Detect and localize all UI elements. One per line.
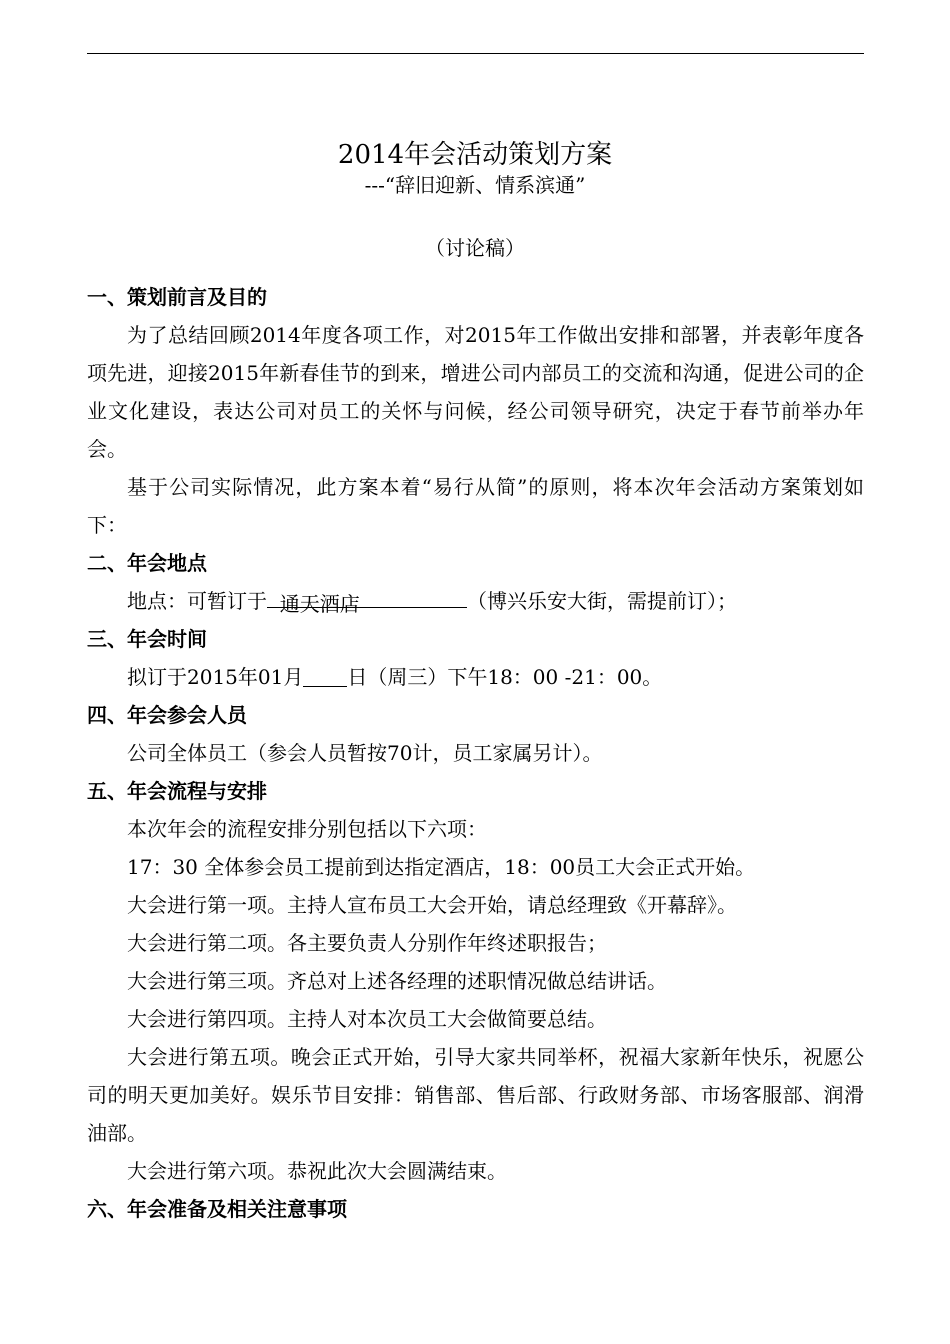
section-heading-venue: 二、年会地点 bbox=[87, 551, 207, 575]
time-suffix: 日（周三）下午18：00 -21：00。 bbox=[347, 665, 663, 689]
paragraph-principle: 基于公司实际情况，此方案本着“易行从简”的原则，将本次年会活动方案策划如下： bbox=[87, 475, 864, 537]
venue-line bbox=[87, 582, 864, 620]
section-heading-time: 三、年会时间 bbox=[87, 627, 207, 651]
paragraph-purpose: 为了总结回顾2014年度各项工作，对2015年工作做出安排和部署，并表彰年度各项先进，迎接2015年新春佳节的到来，增进公司内部员工的交流和沟通，促进公司的企业文化建设，表达公司对员工的关怀与问候，经公司领导研究，决定于春节前举办年会。 bbox=[87, 323, 864, 461]
agenda-item: 本次年会的流程安排分别包括以下六项： bbox=[127, 817, 487, 841]
draft-label: （讨论稿） bbox=[425, 236, 525, 260]
agenda-item: 大会进行第四项。主持人对本次员工大会做简要总结。 bbox=[127, 1007, 607, 1031]
venue-name: 通天酒店 bbox=[267, 585, 467, 608]
document-body bbox=[87, 278, 864, 1228]
venue-suffix: （博兴乐安大街，需提前订）； bbox=[467, 589, 737, 613]
document-title: 2014年会活动策划方案 bbox=[337, 140, 613, 170]
agenda-item-5: 大会进行第五项。晚会正式开始，引导大家共同举杯，祝福大家新年快乐，祝愿公司的明天更加美好。娱乐节目安排：销售部、售后部、行政财务部、市场客服部、润滑油部。 bbox=[87, 1045, 864, 1145]
day-blank bbox=[303, 664, 347, 687]
agenda-item: 大会进行第一项。主持人宣布员工大会开始，请总经理致《开幕辞》。 bbox=[127, 893, 737, 917]
agenda-item: 17：30 全体参会员工提前到达指定酒店，18：00员工大会正式开始。 bbox=[127, 855, 756, 879]
section-heading-agenda: 五、年会流程与安排 bbox=[87, 779, 267, 803]
time-prefix: 拟订于2015年01月 bbox=[127, 665, 304, 689]
time-line bbox=[87, 658, 864, 696]
section-heading-purpose: 一、策划前言及目的 bbox=[87, 285, 267, 309]
agenda-item-6: 大会进行第六项。恭祝此次大会圆满结束。 bbox=[127, 1159, 507, 1183]
document-subtitle: ---“辞旧迎新、情系滨通” bbox=[364, 173, 586, 197]
header-rule bbox=[87, 53, 864, 54]
agenda-item: 大会进行第三项。齐总对上述各经理的述职情况做总结讲话。 bbox=[127, 969, 667, 993]
venue-prefix: 地点：可暂订于 bbox=[127, 589, 267, 613]
section-heading-attendees: 四、年会参会人员 bbox=[87, 703, 247, 727]
section-heading-preparation: 六、年会准备及相关注意事项 bbox=[87, 1197, 347, 1221]
agenda-item: 大会进行第二项。各主要负责人分别作年终述职报告； bbox=[127, 931, 607, 955]
attendees-line: 公司全体员工（参会人员暂按70计，员工家属另计）。 bbox=[127, 741, 603, 765]
